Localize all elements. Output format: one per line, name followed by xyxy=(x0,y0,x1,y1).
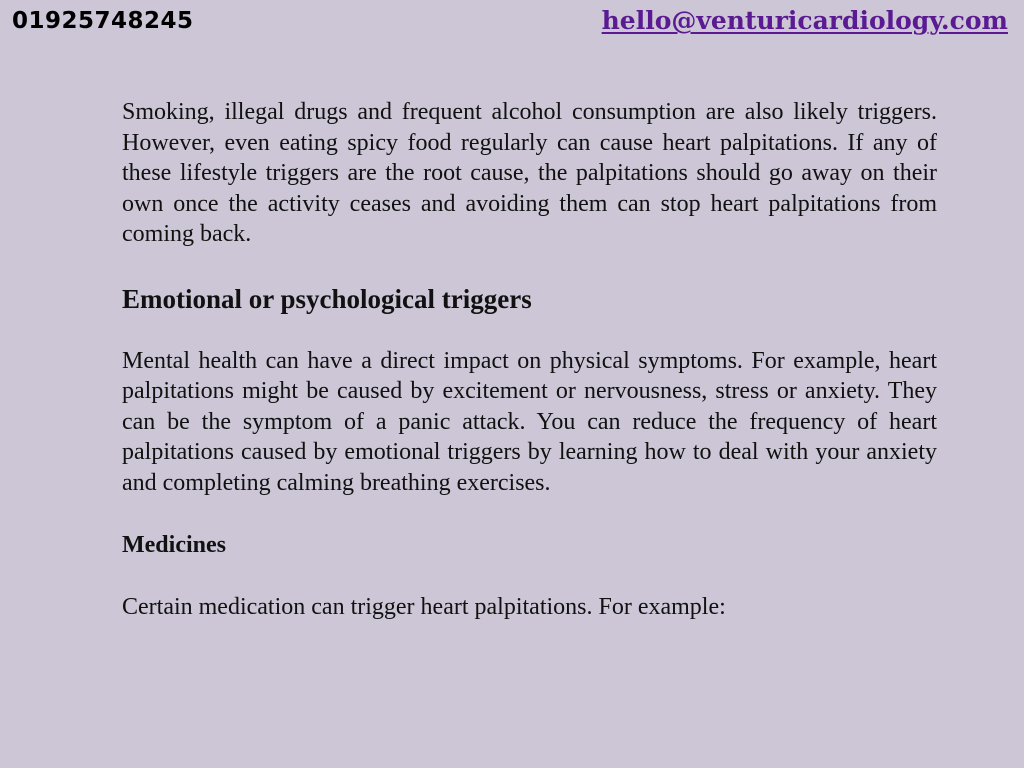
lifestyle-triggers-paragraph: Smoking, illegal drugs and frequent alcohol consumption are also likely triggers. However, even eating spicy food regularly can cause heart palpitations. If any of these lifestyle triggers are the root cause, the palpitations should go away on their own once the activity ceases and avoiding them can stop heart palpitations from coming back. xyxy=(122,99,937,247)
email-link[interactable]: hello@venturicardiology.com xyxy=(601,6,1008,35)
slide-content xyxy=(122,97,937,623)
medicines-heading: Medicines xyxy=(122,532,226,558)
emotional-triggers-paragraph: Mental health can have a direct impact on physical symptoms. For example, heart palpitations might be caused by excitement or nervousness, stress or anxiety. They can be the symptom of a panic attack. You can reduce the frequency of heart palpitations caused by emotional triggers by learning how to deal with your anxiety and completing calming breathing exercises. xyxy=(122,347,937,496)
phone-number: 01925748245 xyxy=(12,8,194,34)
emotional-triggers-heading: Emotional or psychological triggers xyxy=(122,283,532,314)
medicines-paragraph: Certain medication can trigger heart palpitations. For example: xyxy=(122,594,726,620)
